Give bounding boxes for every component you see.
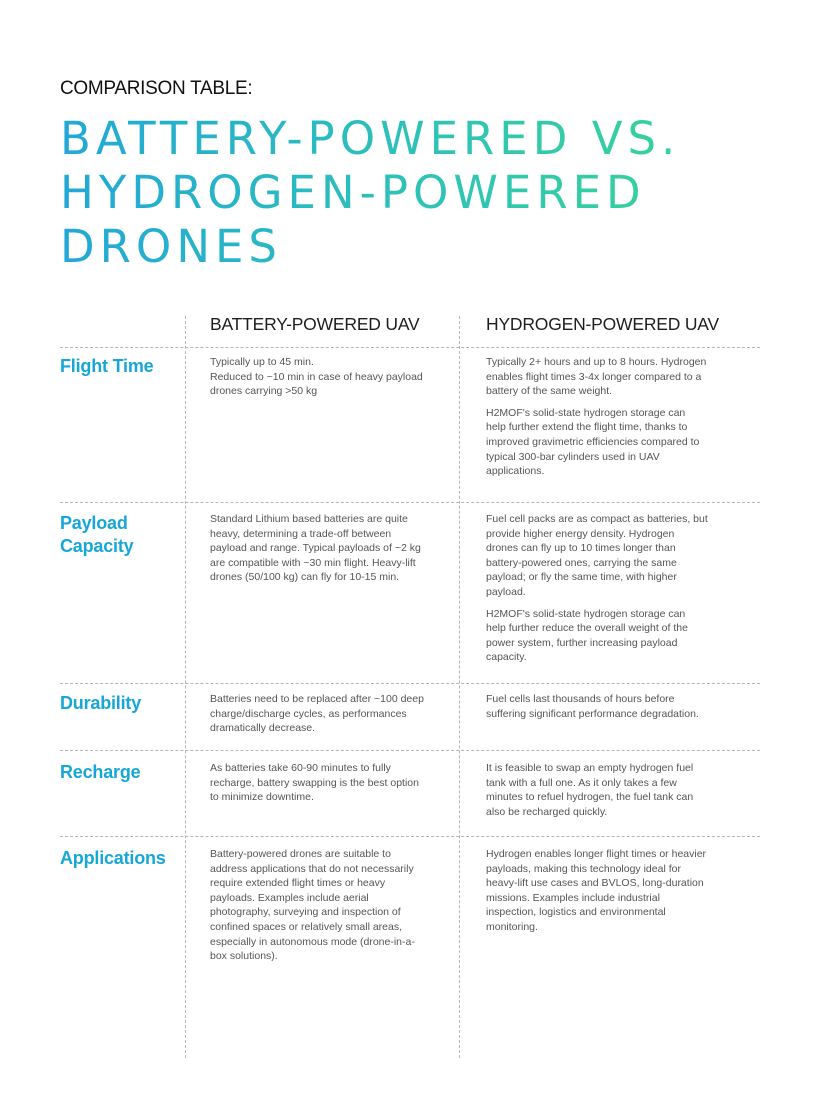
column-divider [185, 316, 186, 1058]
row-divider [60, 750, 760, 751]
column-divider [459, 316, 460, 1058]
hydrogen-cell [486, 761, 708, 826]
page-title [60, 112, 680, 274]
cell-text: Fuel cell packs are as compact as batteries, but provide higher energy density. Hydrogen drones can fly up to 10 times longer than battery-powered ones, carrying the same payload; or fly the same time, with higher payload. [486, 513, 708, 598]
hydrogen-cell [486, 512, 708, 672]
battery-cell [210, 512, 425, 592]
row-divider [60, 347, 760, 348]
title-line: HYDROGEN-POWERED [60, 166, 646, 219]
hydrogen-cell [486, 847, 708, 942]
row-label: Recharge [60, 762, 141, 782]
battery-cell [210, 847, 425, 971]
row-divider [60, 502, 760, 503]
cell-text: Fuel cells last thousands of hours before suffering significant performance degradation. [486, 693, 699, 720]
row-divider [60, 683, 760, 684]
cell-text: Battery-powered drones are suitable to address applications that do not necessarily require extended flight times or heavy payloads. Examples include aerial photography, surveying and inspection of confined spaces or relatively small areas, especially in autonomous mode (drone-in-a-box solutions). [210, 848, 415, 963]
cell-text: Typically 2+ hours and up to 8 hours. Hydrogen enables flight times 3-4x longer compared to a battery of the same weight. [486, 356, 707, 398]
column-header-hydrogen: HYDROGEN-POWERED UAV [486, 314, 719, 334]
cell-text: As batteries take 60-90 minutes to fully recharge, battery swapping is the best option to minimize downtime. [210, 762, 419, 804]
cell-text: H2MOF's solid-state hydrogen storage can help further extend the flight time, thanks to improved gravimetric efficiencies compared to typical 300-bar cylinders used in UAV applications. [486, 406, 700, 478]
row-label: Payload Capacity [60, 513, 134, 556]
cell-text: Hydrogen enables longer flight times or heavier payloads, making this technology ideal for heavy-lift use cases and BVLOS, long-duration missions. Examples include industrial inspection, logistics and environmental monitoring. [486, 848, 707, 933]
column-header-battery: BATTERY-POWERED UAV [210, 314, 420, 334]
row-label: Durability [60, 693, 142, 713]
hydrogen-cell [486, 355, 708, 486]
battery-cell [210, 692, 425, 743]
row-label: Flight Time [60, 356, 154, 376]
row-label: Applications [60, 848, 166, 868]
cell-text: Standard Lithium based batteries are quite heavy, determining a trade-off between payload and range. Typical payloads of ~2 kg are compatible with ~30 min flight. Heavy-lift drones (50/100 kg) can fly for 10-15 min. [210, 513, 421, 584]
cell-text: Typically up to 45 min. Reduced to ~10 min in case of heavy payload drones carrying >50 kg [210, 356, 423, 398]
title-line: BATTERY-POWERED VS. [60, 112, 681, 165]
battery-cell [210, 761, 425, 812]
hydrogen-cell [486, 692, 708, 728]
title-line: DRONES [60, 220, 282, 273]
section-kicker: COMPARISON TABLE: [60, 78, 253, 99]
battery-cell [210, 355, 425, 406]
row-divider [60, 836, 760, 837]
cell-text: H2MOF's solid-state hydrogen storage can help further reduce the overall weight of the power system, further increasing payload capacity. [486, 607, 688, 664]
cell-text: It is feasible to swap an empty hydrogen fuel tank with a full one. As it only takes a few minutes to refuel hydrogen, the fuel tank can also be recharged quickly. [486, 762, 694, 818]
cell-text: Batteries need to be replaced after ~100 deep charge/discharge cycles, as performances dramatically decrease. [210, 693, 424, 735]
